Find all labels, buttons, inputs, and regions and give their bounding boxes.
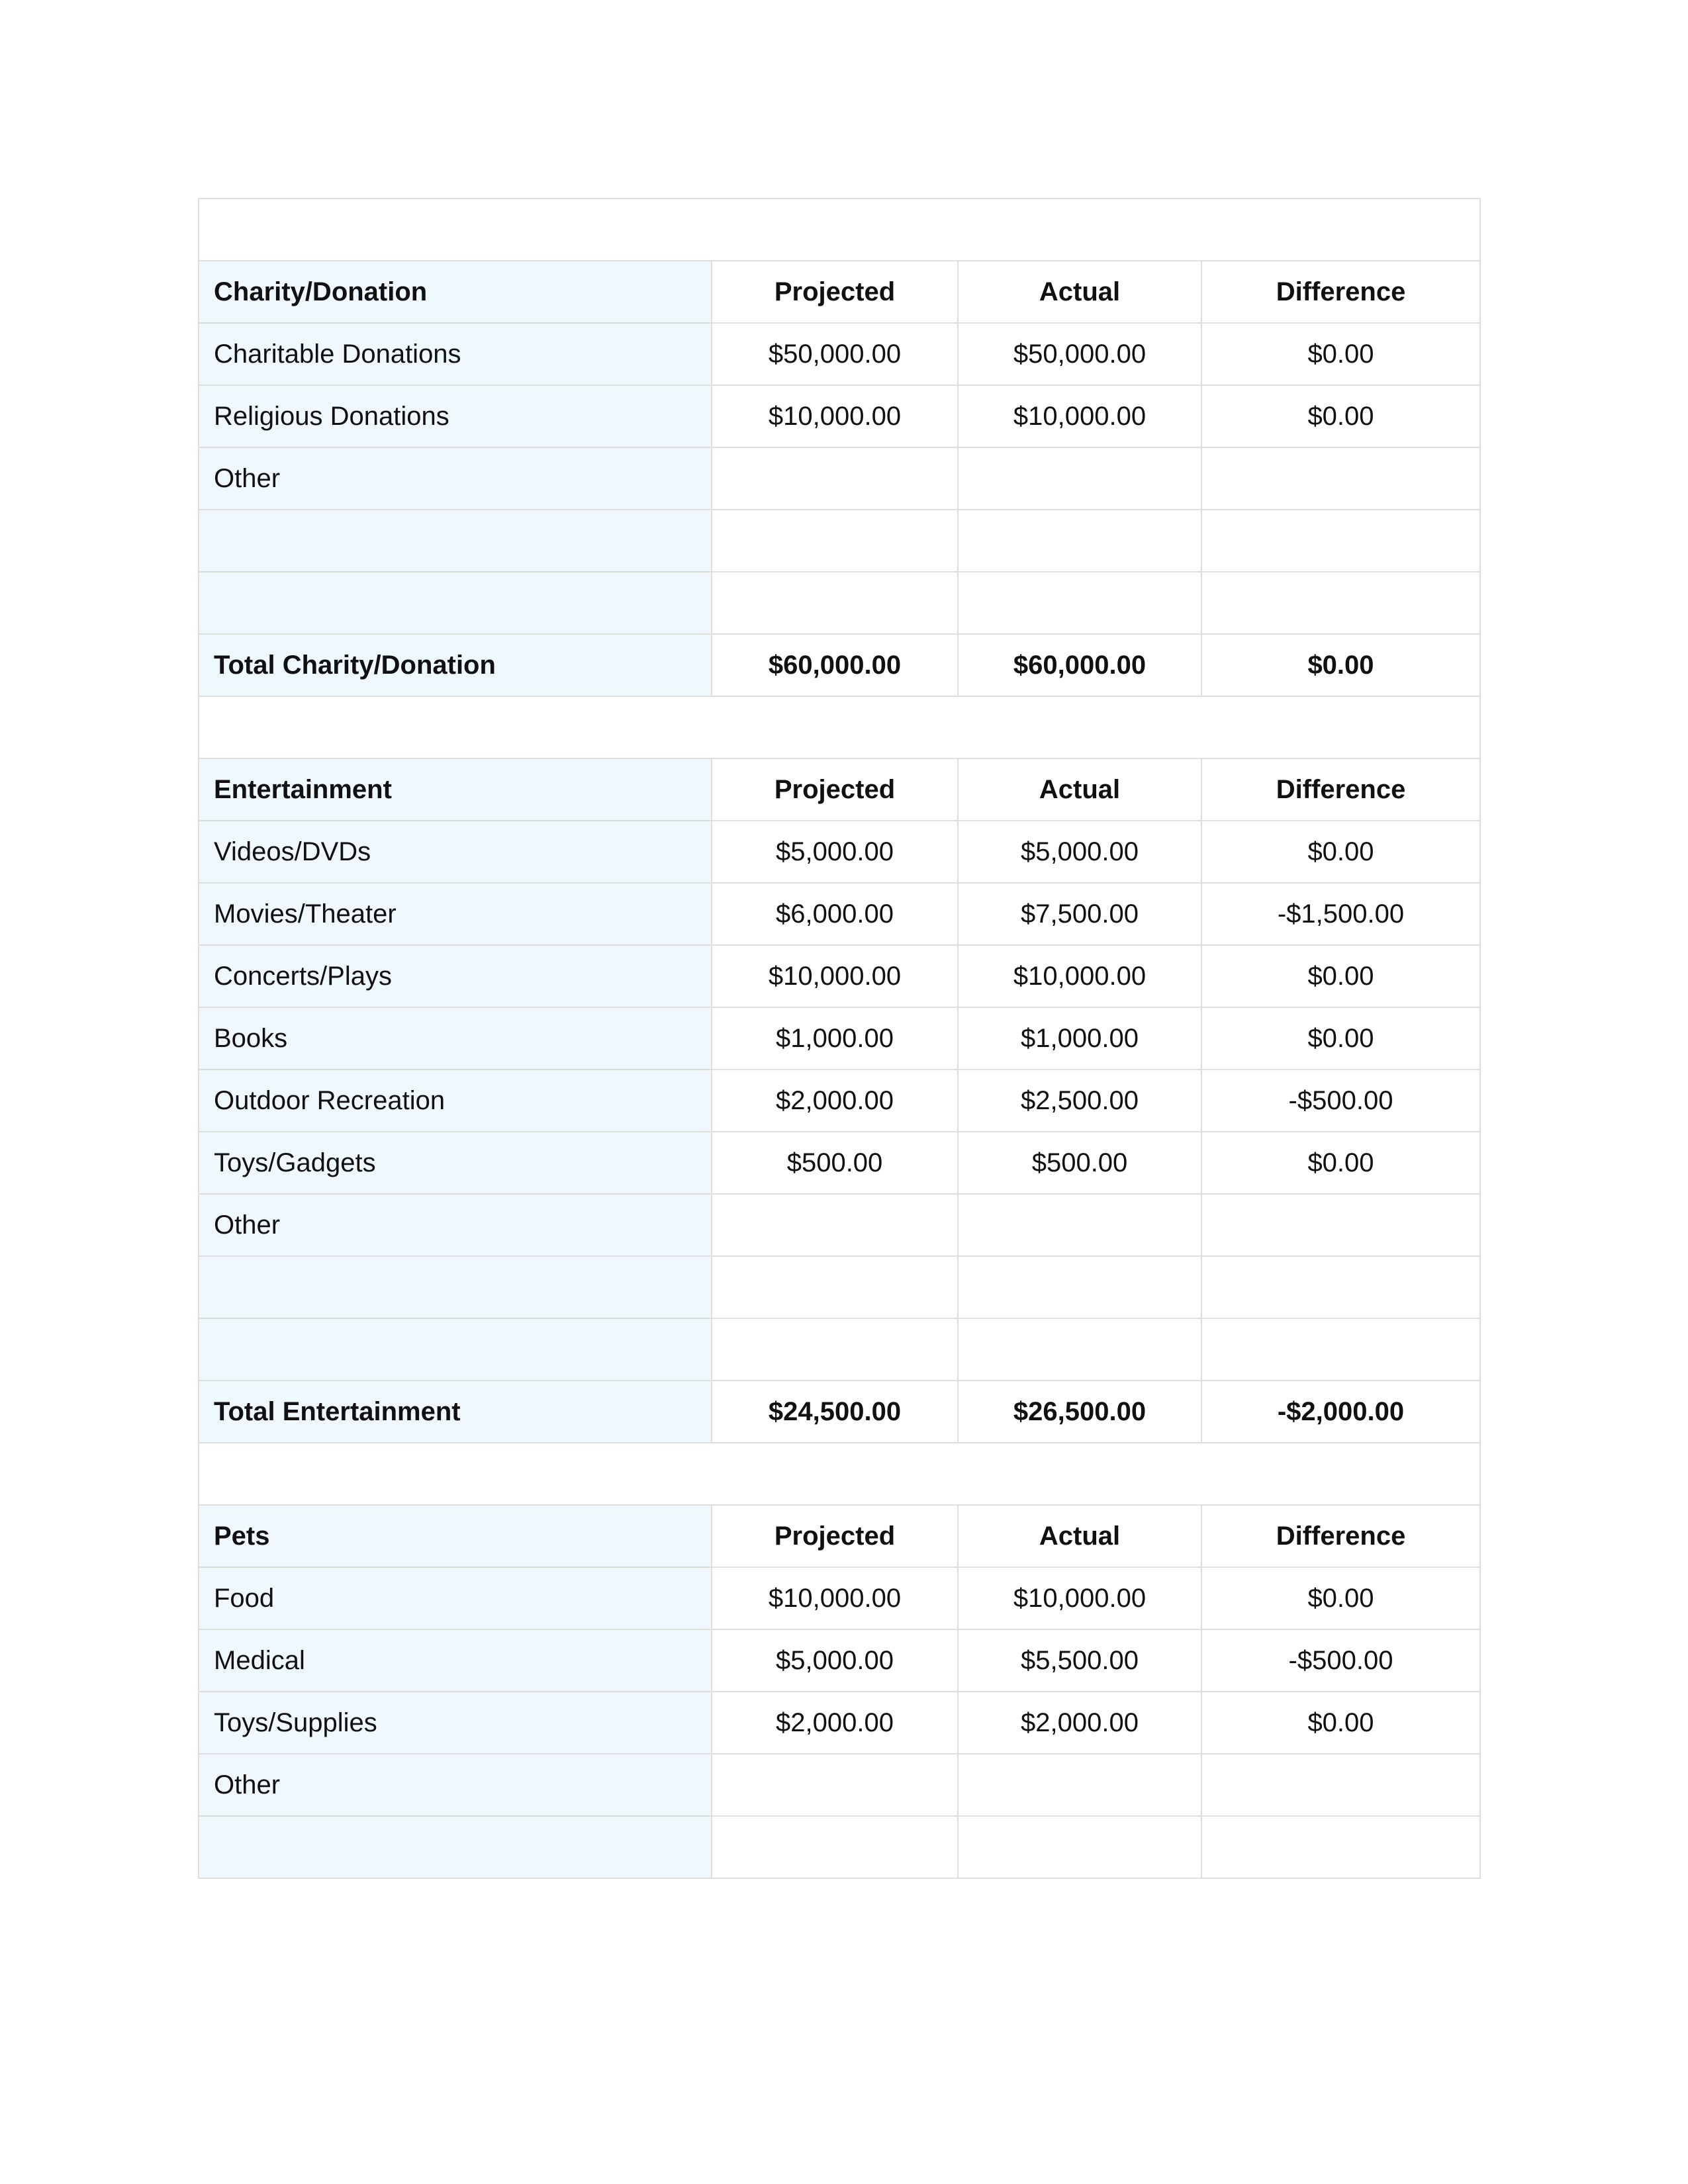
- actual-header: Actual: [958, 758, 1201, 821]
- table-row: [199, 572, 1480, 634]
- difference-cell[interactable]: -$500.00: [1201, 1069, 1480, 1132]
- total-projected: $24,500.00: [712, 1381, 958, 1443]
- section-title: Charity/Donation: [199, 261, 712, 323]
- table-row: [199, 323, 1480, 385]
- projected-cell[interactable]: [712, 1318, 958, 1381]
- actual-cell[interactable]: [958, 1754, 1201, 1816]
- projected-cell[interactable]: $5,000.00: [712, 821, 958, 883]
- projected-cell[interactable]: $500.00: [712, 1132, 958, 1194]
- spacer-cell: [199, 1443, 1480, 1505]
- section-title: Entertainment: [199, 758, 712, 821]
- row-label-cell[interactable]: Charitable Donations: [199, 323, 712, 385]
- difference-header: Difference: [1201, 261, 1480, 323]
- total-actual: $60,000.00: [958, 634, 1201, 696]
- row-label-cell[interactable]: [199, 1318, 712, 1381]
- projected-cell[interactable]: $50,000.00: [712, 323, 958, 385]
- projected-cell[interactable]: [712, 1256, 958, 1318]
- difference-cell[interactable]: $0.00: [1201, 1567, 1480, 1629]
- projected-cell[interactable]: $5,000.00: [712, 1629, 958, 1692]
- difference-cell[interactable]: -$1,500.00: [1201, 883, 1480, 945]
- difference-cell[interactable]: $0.00: [1201, 1692, 1480, 1754]
- row-label-cell[interactable]: Medical: [199, 1629, 712, 1692]
- row-label-cell[interactable]: Other: [199, 1194, 712, 1256]
- budget-table: [198, 198, 1481, 1879]
- projected-cell[interactable]: [712, 572, 958, 634]
- row-label-cell[interactable]: Concerts/Plays: [199, 945, 712, 1007]
- actual-header: Actual: [958, 1505, 1201, 1567]
- section-header-row: [199, 758, 1480, 821]
- actual-cell[interactable]: $5,500.00: [958, 1629, 1201, 1692]
- table-row: [199, 1754, 1480, 1816]
- difference-cell[interactable]: $0.00: [1201, 385, 1480, 447]
- section-spacer-row: [199, 1443, 1480, 1505]
- spacer-cell: [199, 696, 1480, 758]
- table-row: [199, 821, 1480, 883]
- projected-cell[interactable]: $1,000.00: [712, 1007, 958, 1069]
- projected-header: Projected: [712, 758, 958, 821]
- projected-cell[interactable]: $2,000.00: [712, 1069, 958, 1132]
- total-row: [199, 634, 1480, 696]
- projected-cell[interactable]: [712, 510, 958, 572]
- section-header-row: [199, 1505, 1480, 1567]
- actual-cell[interactable]: $500.00: [958, 1132, 1201, 1194]
- row-label-cell[interactable]: [199, 1816, 712, 1878]
- row-label-cell[interactable]: Other: [199, 447, 712, 510]
- difference-cell[interactable]: [1201, 510, 1480, 572]
- total-difference: -$2,000.00: [1201, 1381, 1480, 1443]
- actual-cell[interactable]: $50,000.00: [958, 323, 1201, 385]
- table-row: [199, 1007, 1480, 1069]
- difference-header: Difference: [1201, 758, 1480, 821]
- table-row: [199, 945, 1480, 1007]
- table-row: [199, 1132, 1480, 1194]
- table-row: [199, 883, 1480, 945]
- table-row: [199, 1318, 1480, 1381]
- spacer-cell: [199, 199, 1480, 261]
- table-row: [199, 1567, 1480, 1629]
- actual-cell[interactable]: [958, 447, 1201, 510]
- difference-cell[interactable]: $0.00: [1201, 1007, 1480, 1069]
- total-label: Total Entertainment: [199, 1381, 712, 1443]
- row-label-cell[interactable]: Videos/DVDs: [199, 821, 712, 883]
- difference-cell[interactable]: [1201, 447, 1480, 510]
- actual-cell[interactable]: $5,000.00: [958, 821, 1201, 883]
- table-row: [199, 447, 1480, 510]
- difference-cell[interactable]: [1201, 572, 1480, 634]
- table-row: [199, 1816, 1480, 1878]
- section-title: Pets: [199, 1505, 712, 1567]
- projected-cell[interactable]: [712, 1816, 958, 1878]
- projected-cell[interactable]: $10,000.00: [712, 385, 958, 447]
- table-row: [199, 1194, 1480, 1256]
- difference-cell[interactable]: [1201, 1754, 1480, 1816]
- row-label-cell[interactable]: Movies/Theater: [199, 883, 712, 945]
- row-label-cell[interactable]: Other: [199, 1754, 712, 1816]
- difference-cell[interactable]: [1201, 1318, 1480, 1381]
- actual-cell[interactable]: [958, 1318, 1201, 1381]
- difference-cell[interactable]: [1201, 1194, 1480, 1256]
- table-row: [199, 1256, 1480, 1318]
- total-actual: $26,500.00: [958, 1381, 1201, 1443]
- actual-header: Actual: [958, 261, 1201, 323]
- actual-cell[interactable]: $1,000.00: [958, 1007, 1201, 1069]
- actual-cell[interactable]: [958, 510, 1201, 572]
- row-label-cell[interactable]: Books: [199, 1007, 712, 1069]
- projected-cell[interactable]: $2,000.00: [712, 1692, 958, 1754]
- budget-table-body: [199, 199, 1480, 1878]
- section-spacer-row: [199, 696, 1480, 758]
- projected-cell[interactable]: $10,000.00: [712, 945, 958, 1007]
- row-label-cell[interactable]: Toys/Gadgets: [199, 1132, 712, 1194]
- actual-cell[interactable]: $10,000.00: [958, 945, 1201, 1007]
- total-difference: $0.00: [1201, 634, 1480, 696]
- table-row: [199, 1069, 1480, 1132]
- row-label-cell[interactable]: [199, 572, 712, 634]
- actual-cell[interactable]: $2,500.00: [958, 1069, 1201, 1132]
- difference-cell[interactable]: $0.00: [1201, 323, 1480, 385]
- actual-cell[interactable]: [958, 1256, 1201, 1318]
- projected-header: Projected: [712, 1505, 958, 1567]
- actual-cell[interactable]: $2,000.00: [958, 1692, 1201, 1754]
- difference-header: Difference: [1201, 1505, 1480, 1567]
- difference-cell[interactable]: [1201, 1256, 1480, 1318]
- actual-cell[interactable]: [958, 1194, 1201, 1256]
- row-label-cell[interactable]: Outdoor Recreation: [199, 1069, 712, 1132]
- actual-cell[interactable]: [958, 572, 1201, 634]
- total-row: [199, 1381, 1480, 1443]
- table-row: [199, 385, 1480, 447]
- section-header-row: [199, 261, 1480, 323]
- difference-cell[interactable]: $0.00: [1201, 1132, 1480, 1194]
- row-label-cell[interactable]: Food: [199, 1567, 712, 1629]
- projected-cell[interactable]: $10,000.00: [712, 1567, 958, 1629]
- table-row: [199, 510, 1480, 572]
- projected-cell[interactable]: [712, 447, 958, 510]
- actual-cell[interactable]: $10,000.00: [958, 1567, 1201, 1629]
- actual-cell[interactable]: $7,500.00: [958, 883, 1201, 945]
- total-label: Total Charity/Donation: [199, 634, 712, 696]
- row-label-cell[interactable]: [199, 1256, 712, 1318]
- row-label-cell[interactable]: [199, 510, 712, 572]
- difference-cell[interactable]: -$500.00: [1201, 1629, 1480, 1692]
- difference-cell[interactable]: $0.00: [1201, 945, 1480, 1007]
- difference-cell[interactable]: [1201, 1816, 1480, 1878]
- row-label-cell[interactable]: Toys/Supplies: [199, 1692, 712, 1754]
- row-label-cell[interactable]: Religious Donations: [199, 385, 712, 447]
- projected-cell[interactable]: [712, 1194, 958, 1256]
- actual-cell[interactable]: $10,000.00: [958, 385, 1201, 447]
- projected-cell[interactable]: [712, 1754, 958, 1816]
- total-projected: $60,000.00: [712, 634, 958, 696]
- top-spacer-row: [199, 199, 1480, 261]
- projected-header: Projected: [712, 261, 958, 323]
- table-row: [199, 1692, 1480, 1754]
- difference-cell[interactable]: $0.00: [1201, 821, 1480, 883]
- projected-cell[interactable]: $6,000.00: [712, 883, 958, 945]
- table-row: [199, 1629, 1480, 1692]
- actual-cell[interactable]: [958, 1816, 1201, 1878]
